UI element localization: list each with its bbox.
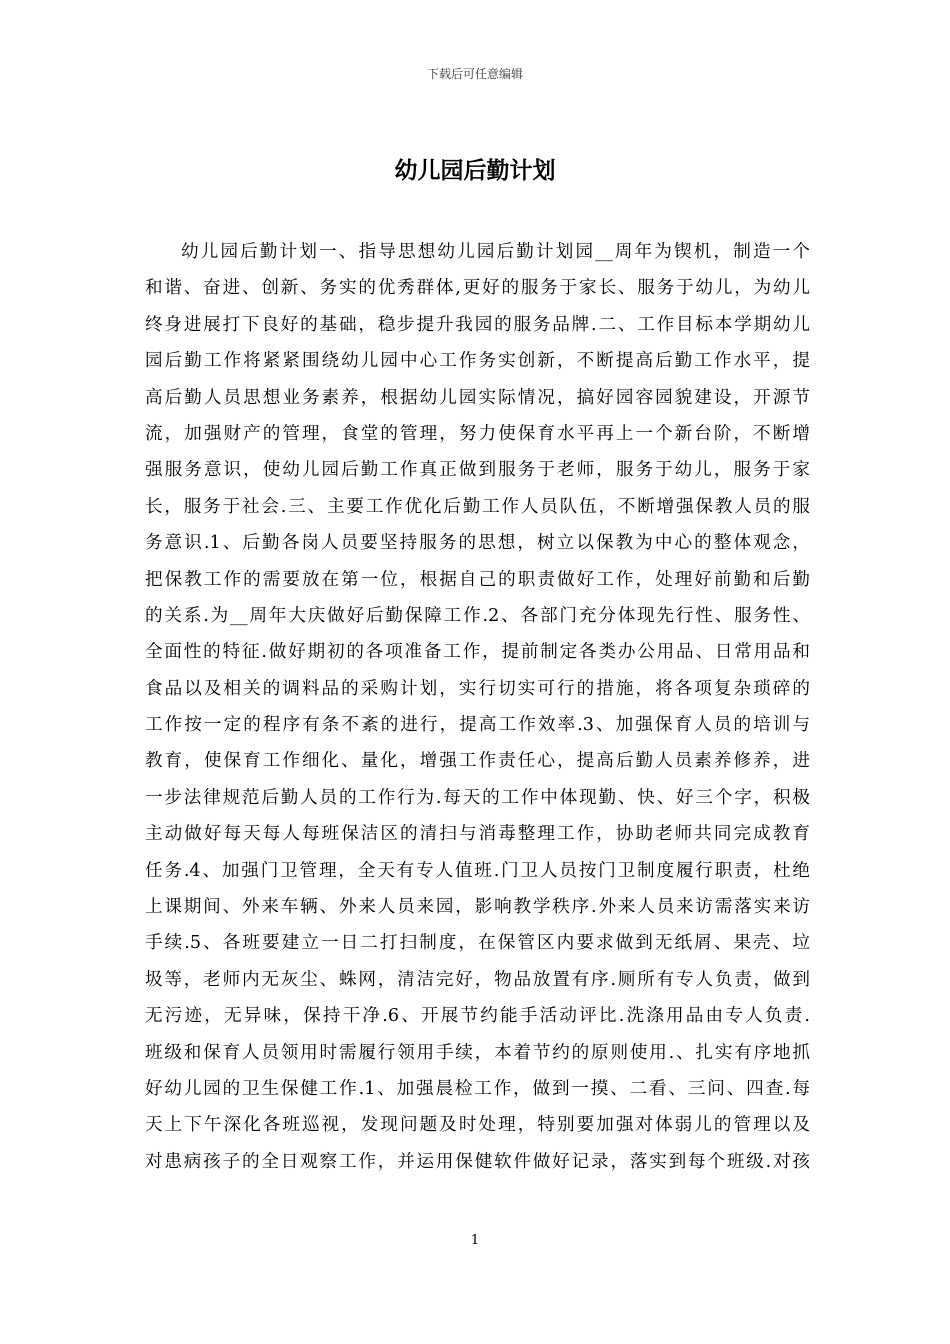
header-note: 下载后可任意编辑 bbox=[426, 67, 523, 81]
body-line: 幼儿园后勤计划一、指导思想幼儿园后勤计划园__周年为锲机，制造一个 bbox=[181, 242, 810, 262]
body-line: 的关系.为__周年大庆做好后勤保障工作.2、各部门充分体现先行性、服务性、 bbox=[145, 605, 810, 626]
body-line: 圾等，老师内无灰尘、蛛网，清洁完好，物品放置有序.厕所有专人负责，做到 bbox=[145, 969, 810, 990]
body-line: 流，加强财产的管理，食堂的管理，努力使保育水平再上一个新台阶，不断增 bbox=[145, 423, 810, 444]
body-line: 务意识.1、后勤各岗人员要坚持服务的思想，树立以保教为中心的整体观念， bbox=[145, 533, 810, 554]
body-line: 上课期间、外来车辆、外来人员来园，影响教学秩序.外来人员来访需落实来访 bbox=[145, 897, 810, 918]
body-line: 全面性的特征.做好期初的各项准备工作，提前制定各类办公用品、日常用品和 bbox=[145, 642, 810, 663]
body-line: 一步法律规范后勤人员的工作行为.每天的工作中体现勤、快、好三个字，积极 bbox=[145, 787, 810, 808]
body-line: 和谐、奋进、创新、务实的优秀群体,更好的服务于家长、服务于幼儿，为幼儿 bbox=[145, 278, 810, 299]
body-line: 高后勤人员思想业务素养，根据幼儿园实际情况，搞好园容园貌建设，开源节 bbox=[145, 387, 810, 408]
body-line: 工作按一定的程序有条不紊的进行，提高工作效率.3、加强保育人员的培训与 bbox=[145, 715, 810, 736]
body-line: 好幼儿园的卫生保健工作.1、加强晨检工作，做到一摸、二看、三问、四查.每 bbox=[145, 1078, 810, 1099]
body-line: 教育，使保育工作细化、量化，增强工作责任心，提高后勤人员素养修养，进 bbox=[145, 751, 810, 772]
body-line: 食品以及相关的调料品的采购计划，实行切实可行的措施，将各项复杂琐碎的 bbox=[145, 678, 810, 699]
body-text bbox=[145, 234, 810, 1180]
body-line: 无污迹，无异味，保持干净.6、开展节约能手活动评比.洗涤用品由专人负责. bbox=[145, 1006, 810, 1027]
body-line: 强服务意识，使幼儿园后勤工作真正做到服务于老师，服务于幼儿，服务于家 bbox=[145, 460, 810, 481]
body-line: 把保教工作的需要放在第一位，根据自己的职责做好工作，处理好前勤和后勤 bbox=[145, 569, 810, 590]
body-line: 长，服务于社会.三、主要工作优化后勤工作人员队伍，不断增强保教人员的服 bbox=[145, 496, 810, 517]
body-line: 手续.5、各班要建立一日二打扫制度，在保管区内要求做到无纸屑、果壳、垃 bbox=[145, 933, 810, 954]
body-line: 终身进展打下良好的基础，稳步提升我园的服务品牌.二、工作目标本学期幼儿 bbox=[145, 314, 810, 335]
document-title: 幼儿园后勤计划 bbox=[394, 158, 556, 184]
body-line: 任务.4、加强门卫管理，全天有专人值班.门卫人员按门卫制度履行职责，杜绝 bbox=[145, 860, 810, 881]
body-line: 班级和保育人员领用时需履行领用手续，本着节约的原则使用.、扎实有序地抓 bbox=[145, 1042, 810, 1063]
body-line: 天上下午深化各班巡视，发现问题及时处理，特别要加强对体弱儿的管理以及 bbox=[145, 1115, 810, 1136]
body-line: 对患病孩子的全日观察工作，并运用保健软件做好记录，落实到每个班级.对孩 bbox=[145, 1151, 810, 1172]
body-line: 园后勤工作将紧紧围绕幼儿园中心工作务实创新，不断提高后勤工作水平，提 bbox=[145, 351, 810, 372]
page-number: 1 bbox=[470, 1233, 480, 1248]
body-line: 主动做好每天每人每班保洁区的清扫与消毒整理工作，协助老师共同完成教育 bbox=[145, 824, 810, 845]
